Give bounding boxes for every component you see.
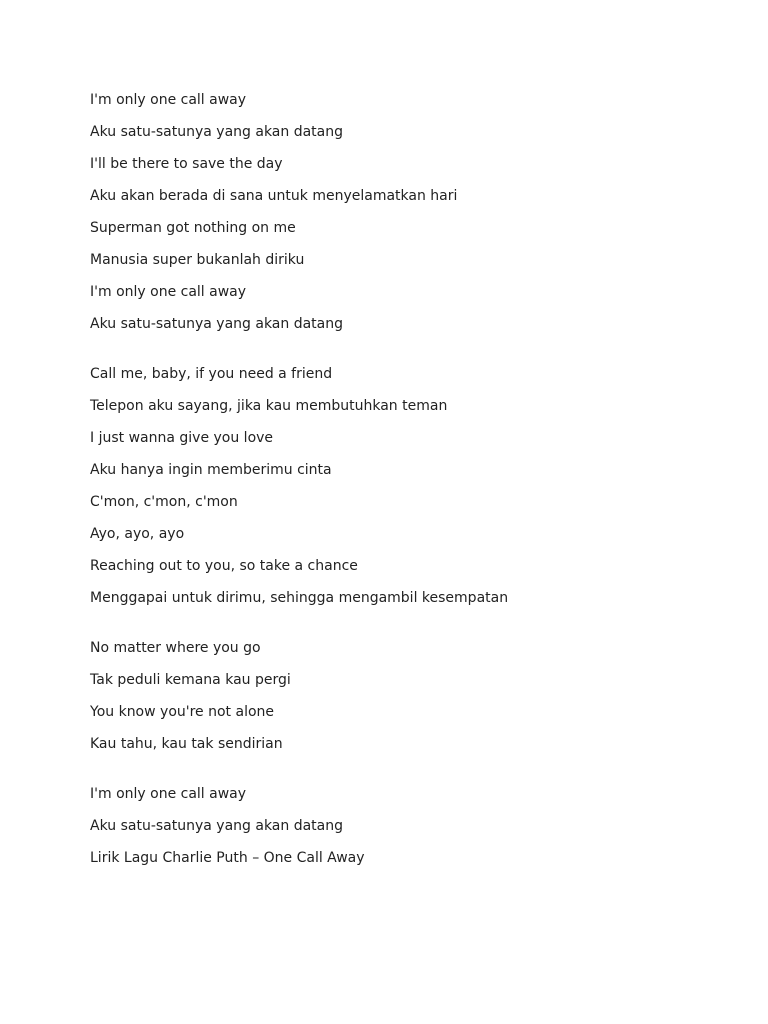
lyric-line: Reaching out to you, so take a chance [90, 558, 358, 574]
lyric-line: Manusia super bukanlah diriku [90, 252, 305, 268]
lyric-line: Superman got nothing on me [90, 220, 296, 236]
lyric-line: Aku satu-satunya yang akan datang [90, 124, 343, 140]
lyric-line: Tak peduli kemana kau pergi [90, 672, 291, 688]
lyric-line: I'll be there to save the day [90, 156, 283, 172]
lyric-line: Telepon aku sayang, jika kau membutuhkan teman [90, 398, 448, 414]
stanza-3 [90, 639, 730, 753]
lyric-line: Aku satu-satunya yang akan datang [90, 316, 343, 332]
stanza-2 [90, 365, 730, 607]
lyric-line: Menggapai untuk dirimu, sehingga mengambil kesempatan [90, 590, 509, 606]
stanza-1 [90, 91, 730, 333]
lyric-line: Aku akan berada di sana untuk menyelamatkan hari [90, 188, 458, 204]
lyric-line: C'mon, c'mon, c'mon [90, 494, 238, 510]
lyric-line: You know you're not alone [90, 704, 275, 720]
stanza-4 [90, 785, 730, 867]
lyric-line: Call me, baby, if you need a friend [90, 366, 333, 382]
lyric-line: Ayo, ayo, ayo [90, 526, 185, 542]
lyric-line: I'm only one call away [90, 786, 247, 802]
song-credit-line: Lirik Lagu Charlie Puth – One Call Away [90, 850, 365, 866]
lyric-line: Aku hanya ingin memberimu cinta [90, 462, 332, 478]
lyric-line: No matter where you go [90, 640, 261, 656]
lyric-line: Aku satu-satunya yang akan datang [90, 818, 343, 834]
lyric-line: I just wanna give you love [90, 430, 274, 446]
lyrics-document [90, 91, 730, 899]
lyric-line: Kau tahu, kau tak sendirian [90, 736, 283, 752]
lyric-line: I'm only one call away [90, 284, 247, 300]
lyric-line: I'm only one call away [90, 92, 247, 108]
